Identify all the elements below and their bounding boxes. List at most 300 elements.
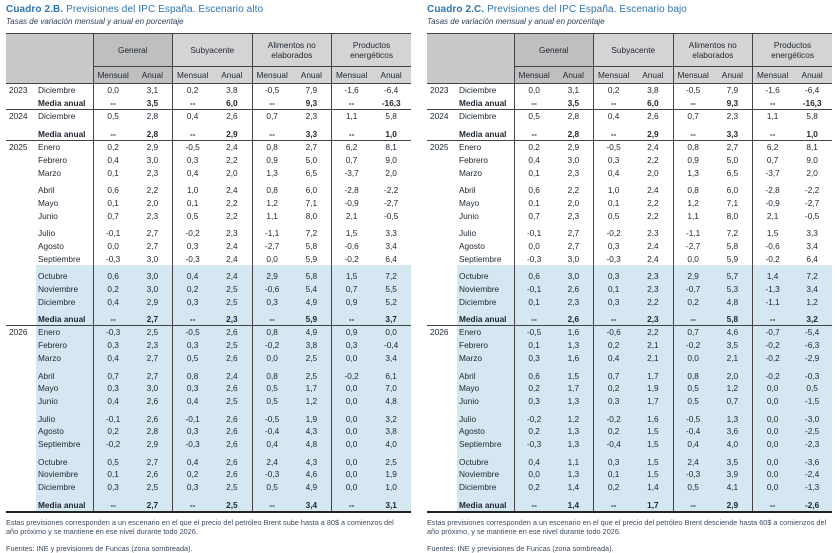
value-cell: 0,3 xyxy=(173,295,213,308)
year-cell xyxy=(6,425,36,438)
table-row xyxy=(427,425,832,438)
value-cell: 2,6 xyxy=(212,451,252,468)
month-cell: Junio xyxy=(457,395,514,408)
value-cell: 1,1 xyxy=(766,111,779,122)
value-cell: 3,1 xyxy=(554,84,594,97)
value-cell: -- xyxy=(173,123,213,141)
value-cell: 2,4 xyxy=(212,179,252,196)
year-cell xyxy=(427,408,457,425)
value-cell: 0,7 xyxy=(93,365,133,382)
table-row xyxy=(427,326,832,339)
value-cell: -3,7 xyxy=(344,167,359,178)
value-cell: 2,6 xyxy=(212,425,252,438)
value-cell: 3,4 xyxy=(792,282,832,295)
month-cell: Enero xyxy=(36,140,93,153)
value-cell: 3,8 xyxy=(292,339,332,352)
value-cell: 5,3 xyxy=(713,282,753,295)
value-cell: 1,3 xyxy=(554,395,594,408)
column-group-energeticos: Productos energéticos xyxy=(753,34,833,67)
value-cell: 0,9 xyxy=(332,295,372,308)
table-row xyxy=(427,382,832,395)
year-cell xyxy=(427,209,457,222)
value-cell: -3,7 xyxy=(765,167,780,178)
value-cell: 2,2 xyxy=(212,196,252,209)
value-cell: 1,9 xyxy=(292,408,332,425)
month-cell: Febrero xyxy=(36,339,93,352)
value-cell: 0,2 xyxy=(514,481,554,494)
table-row xyxy=(6,468,411,481)
value-cell: 1,7 xyxy=(292,382,332,395)
value-cell: 2,3 xyxy=(133,339,173,352)
subheader-anual: Anual xyxy=(554,67,594,84)
value-cell: 2,3 xyxy=(633,222,673,239)
table-row xyxy=(6,282,411,295)
table-title-text: Previsiones del IPC España. Escenario bajo xyxy=(487,4,687,15)
value-cell: -6,3 xyxy=(792,339,832,352)
value-cell: 0,6 xyxy=(107,185,119,195)
value-cell: -- xyxy=(93,308,133,326)
table-row xyxy=(6,123,411,141)
value-cell: 2,7 xyxy=(133,222,173,239)
value-cell: 0,0 xyxy=(371,326,411,339)
value-cell: 2,7 xyxy=(133,494,173,512)
value-cell: 3,5 xyxy=(554,97,594,110)
value-cell: 0,3 xyxy=(594,451,634,468)
value-cell: 0,4 xyxy=(93,295,133,308)
value-cell: 3,8 xyxy=(633,84,673,97)
value-cell: -2,4 xyxy=(792,468,832,481)
month-cell: Agosto xyxy=(36,239,93,252)
value-cell: 2,1 xyxy=(345,210,358,221)
value-cell: -0,4 xyxy=(252,425,292,438)
month-cell: Diciembre xyxy=(36,295,93,308)
value-cell: 0,2 xyxy=(107,141,119,152)
value-cell: 2,8 xyxy=(554,110,594,123)
value-cell: 2,2 xyxy=(633,153,673,166)
value-cell: 7,1 xyxy=(713,196,753,209)
value-cell: 6,4 xyxy=(806,253,818,264)
value-cell: 6,4 xyxy=(385,253,397,264)
value-cell: 4,8 xyxy=(371,395,411,408)
table-row xyxy=(427,84,832,97)
value-cell: 2,3 xyxy=(292,110,332,123)
value-cell: 1,5 xyxy=(633,451,673,468)
month-cell: Julio xyxy=(457,408,514,425)
value-cell: 1,3 xyxy=(266,167,278,178)
value-cell: 2,2 xyxy=(554,179,594,196)
value-cell: 2,9 xyxy=(133,438,173,451)
value-cell: 0,4 xyxy=(93,352,133,365)
value-cell: 0,0 xyxy=(332,352,372,365)
value-cell: 0,0 xyxy=(753,451,793,468)
year-cell: 2024 xyxy=(427,110,457,123)
year-cell xyxy=(6,382,36,395)
value-cell: 9,3 xyxy=(292,97,332,110)
value-cell: -1,1 xyxy=(685,228,701,238)
value-cell: 1,5 xyxy=(633,438,673,451)
value-cell: 3,0 xyxy=(133,282,173,295)
table-row xyxy=(6,339,411,352)
value-cell: 2,5 xyxy=(371,451,411,468)
table-row xyxy=(427,196,832,209)
value-cell: 2,3 xyxy=(713,110,753,123)
table-row xyxy=(6,84,411,97)
column-group-alimentos: Alimentos no elaborados xyxy=(252,34,332,67)
value-cell: 2,1 xyxy=(633,339,673,352)
value-cell: 0,2 xyxy=(173,282,213,295)
value-cell: 0,0 xyxy=(332,425,372,438)
year-cell xyxy=(427,425,457,438)
value-cell: 7,0 xyxy=(371,382,411,395)
value-cell: 0,1 xyxy=(514,339,554,352)
year-cell: 2025 xyxy=(6,140,36,153)
column-group-general: General xyxy=(93,34,173,67)
value-cell: -- xyxy=(332,308,372,326)
value-cell: 0,4 xyxy=(607,167,620,178)
value-cell: 0,8 xyxy=(173,365,213,382)
value-cell: 0,4 xyxy=(607,111,620,122)
value-cell: 4,3 xyxy=(292,425,332,438)
year-cell xyxy=(427,166,457,179)
table-row xyxy=(6,140,411,153)
value-cell: 0,2 xyxy=(93,425,133,438)
value-cell: 5,5 xyxy=(371,282,411,295)
value-cell: -3,0 xyxy=(792,408,832,425)
value-cell: 0,0 xyxy=(753,438,793,451)
value-cell: 5,8 xyxy=(713,308,753,326)
value-cell: 4,6 xyxy=(292,468,332,481)
value-cell: -0,5 xyxy=(673,408,713,425)
month-cell: Media anual xyxy=(457,97,514,110)
value-cell: 0,8 xyxy=(252,365,292,382)
value-cell: 6,5 xyxy=(292,166,332,179)
value-cell: 0,5 xyxy=(252,395,292,408)
month-cell: Marzo xyxy=(36,166,93,179)
month-cell: Abril xyxy=(36,365,93,382)
value-cell: 1,1 xyxy=(345,111,358,122)
month-cell: Noviembre xyxy=(36,282,93,295)
value-cell: 2,4 xyxy=(673,451,713,468)
table-row xyxy=(6,365,411,382)
table-row xyxy=(427,209,832,222)
value-cell: -- xyxy=(514,494,554,512)
value-cell: -0,7 xyxy=(753,326,793,339)
table-row xyxy=(6,153,411,166)
value-cell: 0,5 xyxy=(673,481,713,494)
value-cell: -0,1 xyxy=(526,228,542,238)
table-footnote: Estas previsiones corresponden a un escenario en el que el precio del petróleo Brent sube hasta a 80$ a comienzos del año próximo y se mantiene en ese nivel durante todo 2026. xyxy=(6,517,394,537)
value-cell: 7,2 xyxy=(792,265,832,282)
month-cell: Febrero xyxy=(457,153,514,166)
year-cell xyxy=(6,265,36,282)
year-cell xyxy=(6,252,36,265)
value-cell: -6,4 xyxy=(805,85,820,96)
year-cell xyxy=(6,196,36,209)
value-cell: 0,4 xyxy=(186,111,199,122)
year-cell xyxy=(427,339,457,352)
value-cell: 3,7 xyxy=(371,308,411,326)
value-cell: 0,0 xyxy=(753,468,793,481)
value-cell: 7,2 xyxy=(371,265,411,282)
value-cell: 0,5 xyxy=(252,382,292,395)
value-cell: -- xyxy=(594,308,634,326)
value-cell: 3,0 xyxy=(133,252,173,265)
value-cell: 0,0 xyxy=(332,408,372,425)
value-cell: 2,6 xyxy=(212,438,252,451)
subheader-mensual: Mensual xyxy=(673,67,713,84)
month-cell: Agosto xyxy=(457,239,514,252)
value-cell: 0,4 xyxy=(528,154,540,165)
value-cell: 5,2 xyxy=(371,295,411,308)
value-cell: 4,0 xyxy=(713,438,753,451)
value-cell: -0,5 xyxy=(514,326,554,339)
value-cell: 0,7 xyxy=(673,326,713,339)
table-row xyxy=(427,481,832,494)
value-cell: 3,4 xyxy=(385,240,397,251)
month-cell: Enero xyxy=(457,326,514,339)
value-cell: 1,5 xyxy=(345,228,358,238)
value-cell: 1,2 xyxy=(292,395,332,408)
value-cell: 2,6 xyxy=(212,468,252,481)
value-cell: 3,4 xyxy=(806,240,818,251)
year-cell xyxy=(6,123,36,141)
value-cell: 0,5 xyxy=(607,210,620,221)
value-cell: 6,2 xyxy=(345,141,358,152)
value-cell: 0,0 xyxy=(528,240,540,251)
value-cell: -0,9 xyxy=(765,197,780,208)
value-cell: 0,3 xyxy=(594,395,634,408)
value-cell: 1,1 xyxy=(554,451,594,468)
value-cell: -- xyxy=(252,308,292,326)
value-cell: 0,4 xyxy=(173,265,213,282)
value-cell: -0,2 xyxy=(753,339,793,352)
value-cell: -- xyxy=(514,308,554,326)
value-cell: -2,8 xyxy=(765,185,780,195)
table-row xyxy=(427,352,832,365)
year-cell xyxy=(6,239,36,252)
value-cell: -- xyxy=(673,308,713,326)
value-cell: 2,6 xyxy=(133,408,173,425)
value-cell: 3,3 xyxy=(806,228,818,238)
table-subtitle: Tasas de variación mensual y anual en porcentaje xyxy=(427,17,605,26)
subheader-mensual: Mensual xyxy=(753,67,793,84)
month-cell: Diciembre xyxy=(36,481,93,494)
value-cell: 5,0 xyxy=(713,153,753,166)
value-cell: -- xyxy=(753,494,793,512)
table-body xyxy=(6,84,411,512)
value-cell: 0,3 xyxy=(514,352,554,365)
month-cell: Media anual xyxy=(457,308,514,326)
table-row xyxy=(427,408,832,425)
subheader-anual: Anual xyxy=(212,67,252,84)
value-cell: -- xyxy=(173,308,213,326)
table-subtitle: Tasas de variación mensual y anual en porcentaje xyxy=(6,17,184,26)
month-cell: Media anual xyxy=(457,123,514,141)
value-cell: 0,2 xyxy=(594,382,634,395)
value-cell: -0,2 xyxy=(185,228,200,238)
value-cell: -2,2 xyxy=(805,185,820,195)
month-cell: Septiembre xyxy=(457,252,514,265)
table-row xyxy=(427,110,832,123)
value-cell: 1,0 xyxy=(607,185,620,195)
value-cell: 2,0 xyxy=(713,365,753,382)
value-cell: -0,6 xyxy=(594,326,634,339)
value-cell: 2,5 xyxy=(212,395,252,408)
value-cell: 3,0 xyxy=(133,153,173,166)
month-cell: Enero xyxy=(457,140,514,153)
value-cell: 1,2 xyxy=(687,197,699,208)
month-cell: Octubre xyxy=(36,265,93,282)
value-cell: 0,0 xyxy=(514,468,554,481)
value-cell: -- xyxy=(93,123,133,141)
value-cell: 0,0 xyxy=(753,425,793,438)
year-cell xyxy=(6,494,36,512)
value-cell: 8,0 xyxy=(292,209,332,222)
value-cell: 0,6 xyxy=(514,265,554,282)
value-cell: 0,0 xyxy=(753,408,793,425)
year-cell xyxy=(6,352,36,365)
value-cell: 2,8 xyxy=(554,123,594,141)
value-cell: 8,1 xyxy=(385,141,397,152)
value-cell: -- xyxy=(173,97,213,110)
table-row xyxy=(427,339,832,352)
year-cell xyxy=(427,282,457,295)
month-cell: Agosto xyxy=(457,425,514,438)
value-cell: 4,8 xyxy=(713,295,753,308)
month-cell: Abril xyxy=(457,179,514,196)
table-row xyxy=(6,425,411,438)
year-cell xyxy=(6,153,36,166)
value-cell: 0,7 xyxy=(332,282,372,295)
month-cell: Julio xyxy=(457,222,514,239)
subheader-anual: Anual xyxy=(792,67,832,84)
month-cell: Diciembre xyxy=(457,295,514,308)
value-cell: 4,9 xyxy=(292,295,332,308)
value-cell: 2,3 xyxy=(212,308,252,326)
value-cell: -- xyxy=(594,494,634,512)
value-cell: 0,0 xyxy=(252,352,292,365)
value-cell: 2,3 xyxy=(133,166,173,179)
value-cell: 1,2 xyxy=(713,382,753,395)
table-row xyxy=(427,494,832,512)
year-cell xyxy=(427,123,457,141)
value-cell: 2,9 xyxy=(252,265,292,282)
value-cell: 2,2 xyxy=(212,153,252,166)
value-cell: 2,9 xyxy=(133,140,173,153)
value-cell: 0,1 xyxy=(594,468,634,481)
value-cell: 2,0 xyxy=(133,196,173,209)
year-cell xyxy=(427,451,457,468)
value-cell: 0,4 xyxy=(514,451,554,468)
value-cell: 0,0 xyxy=(332,438,372,451)
month-cell: Media anual xyxy=(457,494,514,512)
month-cell: Diciembre xyxy=(457,84,514,97)
value-cell: 0,0 xyxy=(753,481,793,494)
value-cell: 4,9 xyxy=(292,481,332,494)
value-cell: 0,0 xyxy=(107,85,119,96)
month-cell: Julio xyxy=(36,222,93,239)
ipc-table-bajo xyxy=(427,33,832,513)
value-cell: -- xyxy=(673,494,713,512)
value-cell: 2,0 xyxy=(633,166,673,179)
value-cell: -1,1 xyxy=(753,295,793,308)
year-cell: 2025 xyxy=(427,140,457,153)
value-cell: -1,5 xyxy=(792,395,832,408)
table-row xyxy=(427,395,832,408)
value-cell: -0,2 xyxy=(673,339,713,352)
table-row xyxy=(6,326,411,339)
value-cell: 2,1 xyxy=(633,352,673,365)
value-cell: 0,0 xyxy=(332,481,372,494)
table-row xyxy=(427,179,832,196)
value-cell: -0,6 xyxy=(344,240,359,251)
table-row xyxy=(6,222,411,239)
value-cell: 0,5 xyxy=(186,210,199,221)
value-cell: 0,4 xyxy=(107,154,119,165)
value-cell: 0,3 xyxy=(607,240,620,251)
table-row xyxy=(427,265,832,282)
column-group-energeticos: Productos energéticos xyxy=(332,34,412,67)
value-cell: 2,6 xyxy=(212,326,252,339)
value-cell: 2,2 xyxy=(633,209,673,222)
value-cell: -6,4 xyxy=(384,85,399,96)
month-cell: Julio xyxy=(36,408,93,425)
value-cell: 1,1 xyxy=(687,210,699,221)
year-cell xyxy=(6,451,36,468)
value-cell: 7,2 xyxy=(713,222,753,239)
value-cell: 9,0 xyxy=(806,154,818,165)
value-cell: 5,8 xyxy=(806,111,818,122)
value-cell: -0,9 xyxy=(344,197,359,208)
month-cell: Marzo xyxy=(457,166,514,179)
year-cell: 2026 xyxy=(6,326,36,339)
value-cell: 0,8 xyxy=(673,365,713,382)
table-row xyxy=(6,395,411,408)
value-cell: 0,3 xyxy=(173,339,213,352)
value-cell: 3,8 xyxy=(371,425,411,438)
value-cell: 4,3 xyxy=(292,451,332,468)
value-cell: 2,2 xyxy=(633,326,673,339)
value-cell: 2,9 xyxy=(633,123,673,141)
value-cell: 3,8 xyxy=(212,84,252,97)
value-cell: 0,4 xyxy=(173,451,213,468)
value-cell: 3,5 xyxy=(713,339,753,352)
value-cell: -0,5 xyxy=(384,210,399,221)
table-row xyxy=(427,468,832,481)
table-number: Cuadro 2.C. xyxy=(427,4,485,15)
value-cell: 1,2 xyxy=(266,197,278,208)
value-cell: 0,1 xyxy=(107,197,119,208)
table-row xyxy=(6,166,411,179)
value-cell: 0,2 xyxy=(514,425,554,438)
year-cell xyxy=(427,153,457,166)
subheader-anual: Anual xyxy=(371,67,411,84)
value-cell: 1,3 xyxy=(554,339,594,352)
value-cell: 0,3 xyxy=(93,481,133,494)
value-cell: 0,5 xyxy=(528,111,540,122)
table-row xyxy=(427,282,832,295)
subheader-mensual: Mensual xyxy=(173,67,213,84)
value-cell: 0,8 xyxy=(687,185,699,195)
value-cell: 2,5 xyxy=(292,365,332,382)
value-cell: 2,6 xyxy=(212,352,252,365)
value-cell: -2,8 xyxy=(344,185,359,195)
table-title xyxy=(427,4,832,15)
month-cell: Junio xyxy=(36,395,93,408)
value-cell: -0,7 xyxy=(673,282,713,295)
value-cell: 3,4 xyxy=(371,352,411,365)
year-cell xyxy=(6,481,36,494)
